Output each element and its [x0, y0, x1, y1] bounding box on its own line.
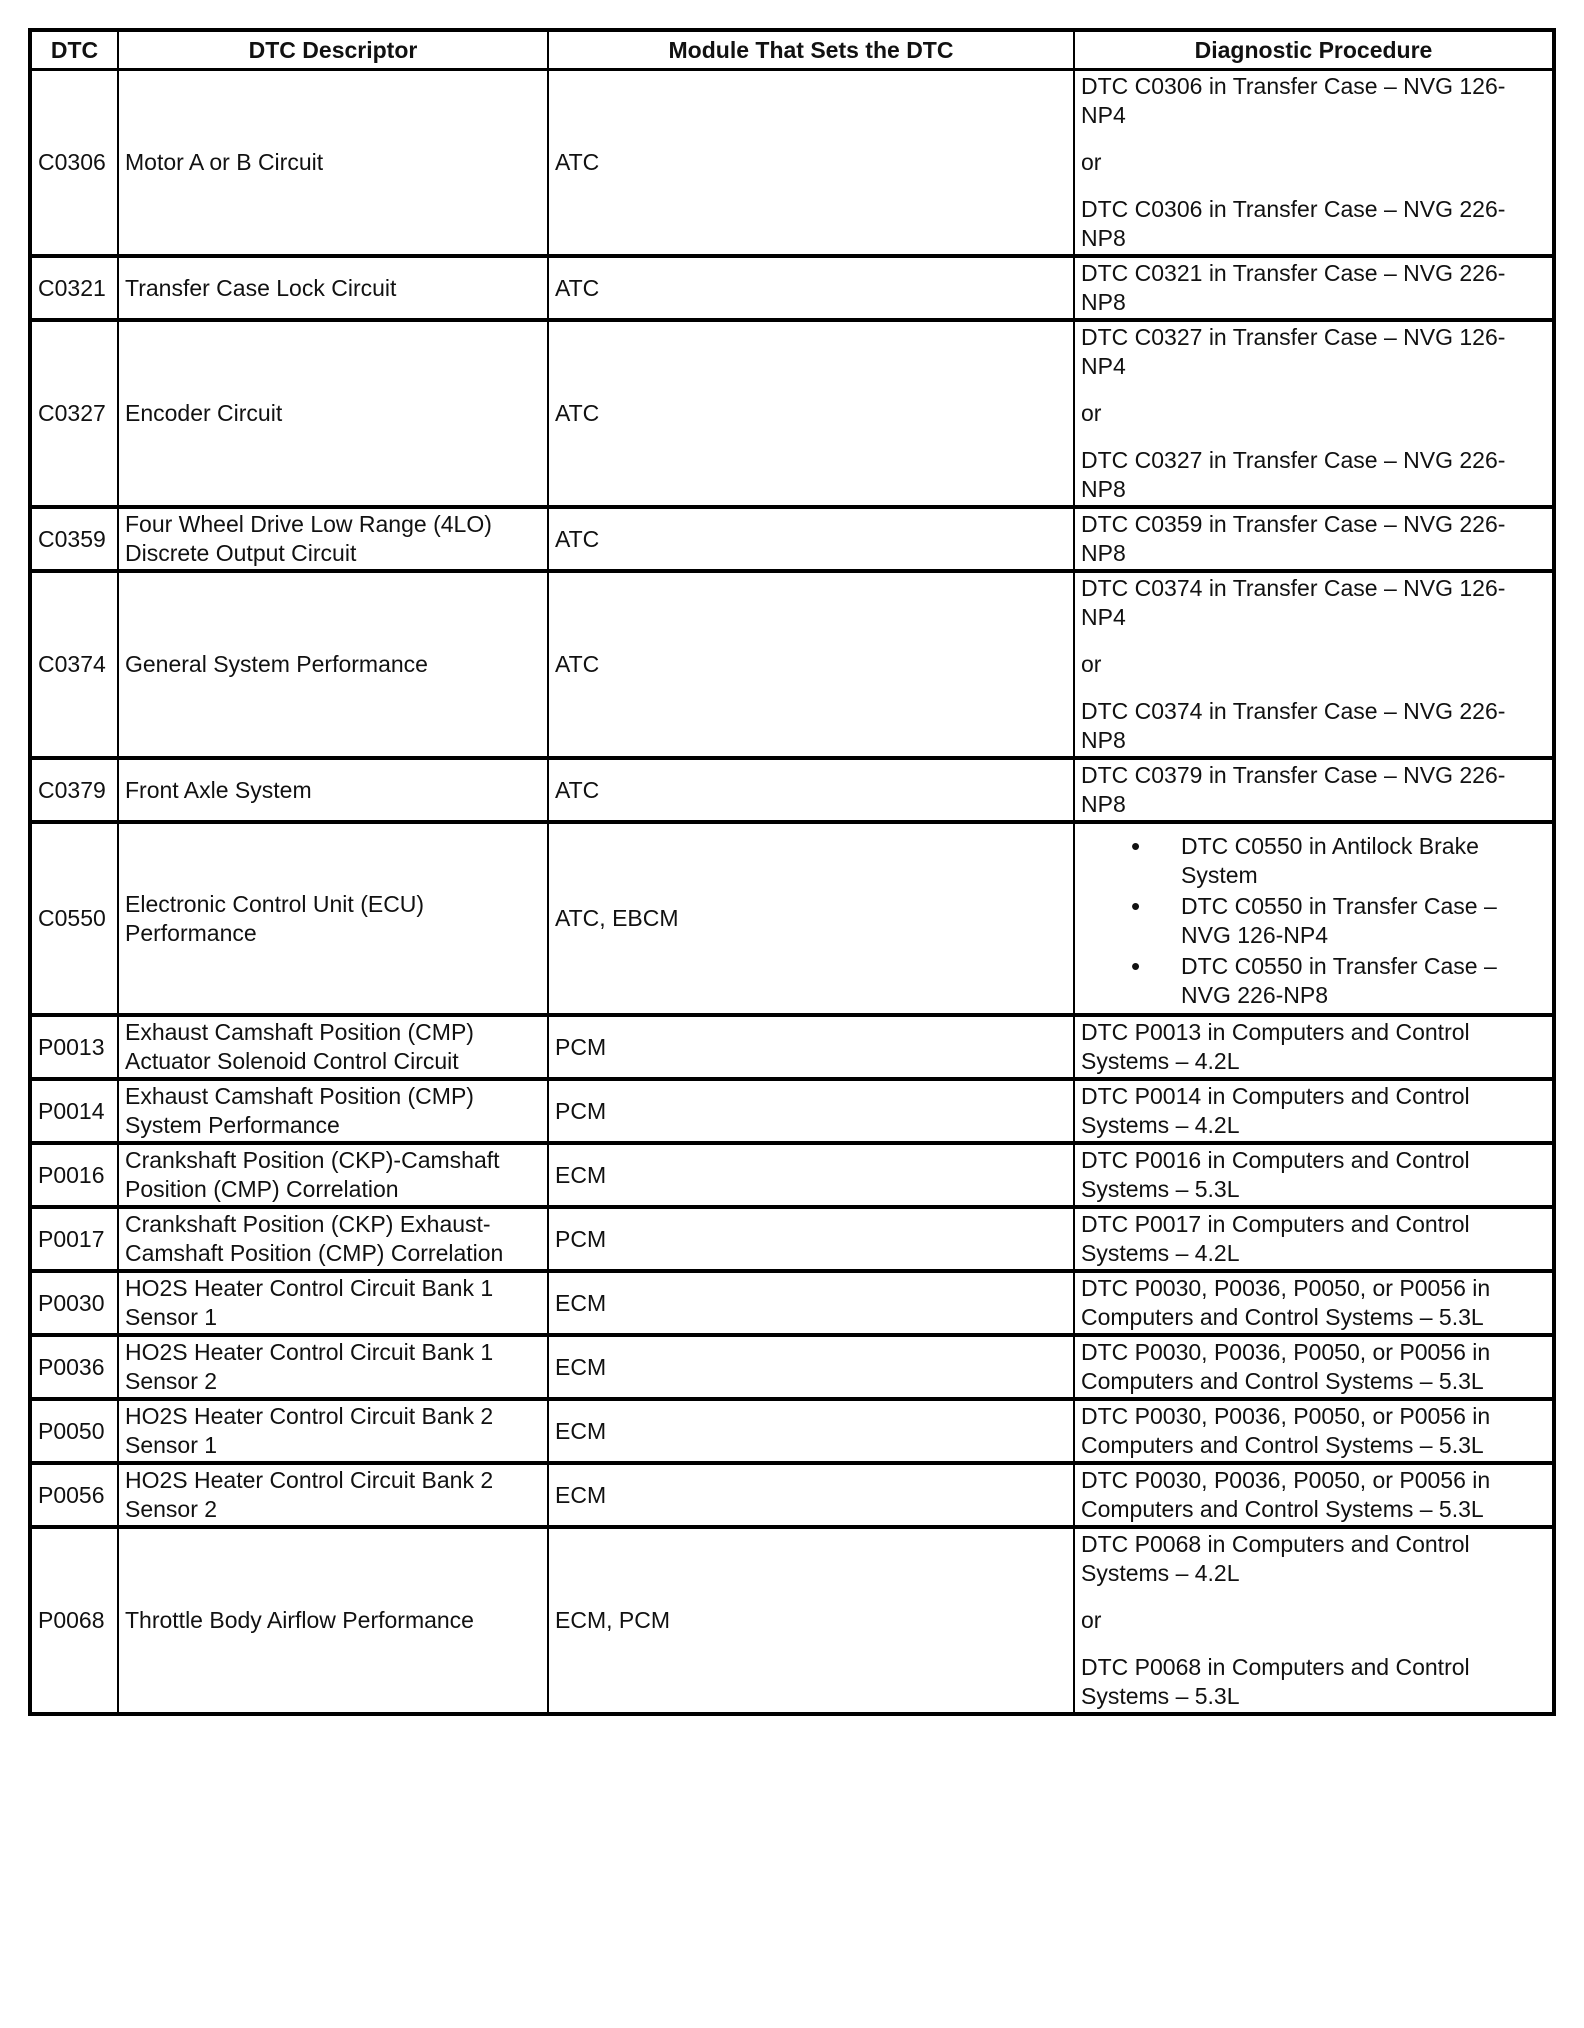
procedure-reference: DTC C0327 in Transfer Case – NVG 226-NP8 [1081, 447, 1506, 502]
procedure-spacer [1081, 428, 1547, 446]
header-descriptor: DTC Descriptor [118, 30, 548, 70]
procedure-reference: DTC P0030, P0036, P0050, or P0056 in Computers and Control Systems – 5.3L [1081, 1275, 1491, 1330]
procedure-spacer [1081, 632, 1547, 650]
diagnostic-procedure-cell [1074, 822, 1554, 1015]
procedure-bullet-item: • DTC C0550 in Transfer Case – NVG 226-NP8 [1081, 952, 1547, 1010]
procedure-reference: DTC P0030, P0036, P0050, or P0056 in Computers and Control Systems – 5.3L [1081, 1403, 1491, 1458]
dtc-code-cell: P0050 [30, 1399, 118, 1463]
module-cell: PCM [548, 1207, 1074, 1271]
diagnostic-procedure-cell [1074, 1079, 1554, 1143]
procedure-spacer [1081, 177, 1547, 195]
dtc-code-cell: C0374 [30, 571, 118, 758]
header-procedure: Diagnostic Procedure [1074, 30, 1554, 70]
procedure-reference: DTC P0014 in Computers and Control Systems – 4.2L [1081, 1083, 1470, 1138]
table-row [30, 571, 1554, 758]
module-cell: ECM, PCM [548, 1527, 1074, 1714]
dtc-descriptor-cell: Crankshaft Position (CKP)-Camshaft Position (CMP) Correlation [118, 1143, 548, 1207]
procedure-reference: DTC P0030, P0036, P0050, or P0056 in Computers and Control Systems – 5.3L [1081, 1467, 1491, 1522]
table-row [30, 1463, 1554, 1527]
document-page [28, 28, 1552, 1716]
dtc-descriptor-cell: Transfer Case Lock Circuit [118, 256, 548, 320]
procedure-reference: DTC C0306 in Transfer Case – NVG 226-NP8 [1081, 196, 1506, 251]
procedure-reference: DTC C0359 in Transfer Case – NVG 226-NP8 [1081, 511, 1506, 566]
header-dtc: DTC [30, 30, 118, 70]
module-cell: ATC [548, 758, 1074, 822]
procedure-reference: DTC P0016 in Computers and Control Systems – 5.3L [1081, 1147, 1470, 1202]
dtc-table [28, 28, 1556, 1716]
dtc-descriptor-cell: Motor A or B Circuit [118, 70, 548, 257]
dtc-descriptor-cell: Exhaust Camshaft Position (CMP) System Performance [118, 1079, 548, 1143]
diagnostic-procedure-cell [1074, 1399, 1554, 1463]
diagnostic-procedure-cell [1074, 70, 1554, 257]
module-cell: ATC [548, 70, 1074, 257]
table-row [30, 758, 1554, 822]
module-cell: ECM [548, 1271, 1074, 1335]
diagnostic-procedure-cell [1074, 571, 1554, 758]
module-cell: PCM [548, 1015, 1074, 1079]
table-row [30, 1143, 1554, 1207]
dtc-code-cell: P0030 [30, 1271, 118, 1335]
dtc-code-cell: P0068 [30, 1527, 118, 1714]
procedure-reference: DTC C0306 in Transfer Case – NVG 126-NP4 [1081, 73, 1506, 128]
procedure-reference: DTC P0013 in Computers and Control Systems – 4.2L [1081, 1019, 1470, 1074]
table-body [30, 70, 1554, 1715]
diagnostic-procedure-cell [1074, 1143, 1554, 1207]
diagnostic-procedure-cell [1074, 320, 1554, 507]
procedure-reference: DTC C0327 in Transfer Case – NVG 126-NP4 [1081, 324, 1506, 379]
procedure-spacer [1081, 381, 1547, 399]
diagnostic-procedure-cell [1074, 507, 1554, 571]
table-row [30, 507, 1554, 571]
table-row [30, 1271, 1554, 1335]
procedure-reference: DTC C0374 in Transfer Case – NVG 226-NP8 [1081, 698, 1506, 753]
procedure-spacer [1081, 1635, 1547, 1653]
procedure-spacer [1081, 130, 1547, 148]
module-cell: ECM [548, 1143, 1074, 1207]
table-row [30, 1207, 1554, 1271]
module-cell: ATC [548, 507, 1074, 571]
dtc-code-cell: P0017 [30, 1207, 118, 1271]
table-row [30, 1079, 1554, 1143]
module-cell: ATC [548, 571, 1074, 758]
dtc-code-cell: P0016 [30, 1143, 118, 1207]
module-cell: ECM [548, 1463, 1074, 1527]
procedure-or-text: or [1081, 1607, 1102, 1633]
dtc-code-cell: P0013 [30, 1015, 118, 1079]
procedure-reference: DTC P0017 in Computers and Control Systems – 4.2L [1081, 1211, 1470, 1266]
table-row [30, 256, 1554, 320]
procedure-bullet-item: • DTC C0550 in Transfer Case – NVG 126-NP4 [1081, 892, 1547, 950]
table-header-row [30, 30, 1554, 70]
diagnostic-procedure-cell [1074, 1015, 1554, 1079]
dtc-code-cell: C0321 [30, 256, 118, 320]
dtc-code-cell: C0327 [30, 320, 118, 507]
procedure-reference: DTC P0068 in Computers and Control Systems – 5.3L [1081, 1654, 1470, 1709]
procedure-spacer [1081, 1588, 1547, 1606]
module-cell: PCM [548, 1079, 1074, 1143]
table-row [30, 1015, 1554, 1079]
dtc-descriptor-cell: HO2S Heater Control Circuit Bank 2 Sensor 1 [118, 1399, 548, 1463]
module-cell: ATC [548, 320, 1074, 507]
dtc-descriptor-cell: Electronic Control Unit (ECU) Performance [118, 822, 548, 1015]
dtc-descriptor-cell: HO2S Heater Control Circuit Bank 2 Sensor 2 [118, 1463, 548, 1527]
diagnostic-procedure-cell [1074, 1207, 1554, 1271]
dtc-code-cell: C0379 [30, 758, 118, 822]
procedure-or-text: or [1081, 149, 1102, 175]
dtc-code-cell: P0036 [30, 1335, 118, 1399]
dtc-code-cell: C0359 [30, 507, 118, 571]
module-cell: ATC, EBCM [548, 822, 1074, 1015]
procedure-reference: DTC C0321 in Transfer Case – NVG 226-NP8 [1081, 260, 1506, 315]
procedure-reference: DTC P0030, P0036, P0050, or P0056 in Computers and Control Systems – 5.3L [1081, 1339, 1491, 1394]
module-cell: ECM [548, 1335, 1074, 1399]
diagnostic-procedure-cell [1074, 758, 1554, 822]
procedure-reference: DTC C0374 in Transfer Case – NVG 126-NP4 [1081, 575, 1506, 630]
module-cell: ECM [548, 1399, 1074, 1463]
procedure-or-text: or [1081, 651, 1102, 677]
dtc-descriptor-cell: HO2S Heater Control Circuit Bank 1 Sensor 2 [118, 1335, 548, 1399]
table-row [30, 1527, 1554, 1714]
diagnostic-procedure-cell [1074, 1463, 1554, 1527]
header-module: Module That Sets the DTC [548, 30, 1074, 70]
table-row [30, 70, 1554, 257]
dtc-code-cell: C0550 [30, 822, 118, 1015]
procedure-spacer [1081, 679, 1547, 697]
dtc-descriptor-cell: Throttle Body Airflow Performance [118, 1527, 548, 1714]
diagnostic-procedure-cell [1074, 1271, 1554, 1335]
diagnostic-procedure-cell [1074, 1335, 1554, 1399]
dtc-descriptor-cell: Four Wheel Drive Low Range (4LO) Discrete Output Circuit [118, 507, 548, 571]
dtc-descriptor-cell: HO2S Heater Control Circuit Bank 1 Sensor 1 [118, 1271, 548, 1335]
dtc-descriptor-cell: Front Axle System [118, 758, 548, 822]
diagnostic-procedure-cell [1074, 1527, 1554, 1714]
dtc-descriptor-cell: General System Performance [118, 571, 548, 758]
table-row [30, 822, 1554, 1015]
table-row [30, 1399, 1554, 1463]
dtc-code-cell: C0306 [30, 70, 118, 257]
procedure-bullet-item: • DTC C0550 in Antilock Brake System [1081, 832, 1547, 890]
diagnostic-procedure-cell [1074, 256, 1554, 320]
module-cell: ATC [548, 256, 1074, 320]
procedure-or-text: or [1081, 400, 1102, 426]
table-row [30, 1335, 1554, 1399]
table-row [30, 320, 1554, 507]
procedure-reference: DTC C0379 in Transfer Case – NVG 226-NP8 [1081, 762, 1506, 817]
dtc-descriptor-cell: Exhaust Camshaft Position (CMP) Actuator Solenoid Control Circuit [118, 1015, 548, 1079]
dtc-descriptor-cell: Encoder Circuit [118, 320, 548, 507]
dtc-code-cell: P0056 [30, 1463, 118, 1527]
procedure-reference: DTC P0068 in Computers and Control Systems – 4.2L [1081, 1531, 1470, 1586]
procedure-bullet-list [1081, 832, 1547, 1010]
dtc-descriptor-cell: Crankshaft Position (CKP) Exhaust-Camshaft Position (CMP) Correlation [118, 1207, 548, 1271]
dtc-code-cell: P0014 [30, 1079, 118, 1143]
